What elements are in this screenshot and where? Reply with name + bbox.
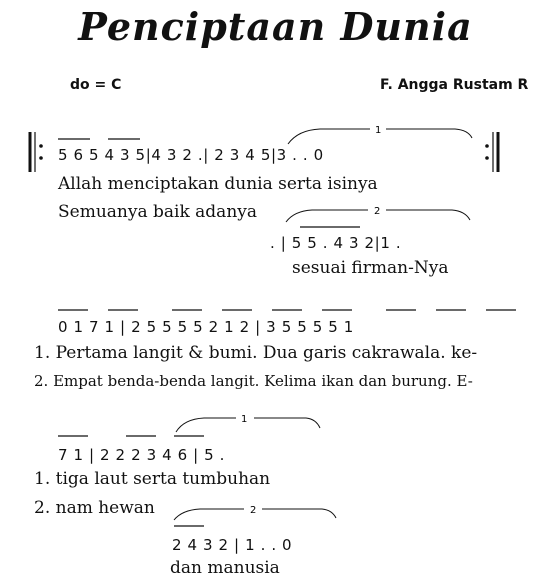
verse-2-line-1: 2. Empat benda-benda langit. Kelima ikan dan burung. E- (34, 372, 473, 390)
lyric-line-2: Semuanya baik adanya (58, 202, 258, 222)
volta-2-label-system-3: 2 (250, 505, 257, 516)
repeat-end-barline (485, 132, 498, 172)
lyric-line-final: dan manusia (170, 558, 280, 578)
notes-line-final: 2 4 3 2 | 1 . . 0 (172, 536, 293, 554)
notes-line-3: 7 1 | 2 2 2 3 4 6 | 5 . (58, 446, 226, 464)
composer: F. Angga Rustam R (380, 77, 529, 93)
volta-1-label-system-3: 1 (241, 414, 248, 425)
notes-line-2: 0 1 7 1 | 2 5 5 5 5 2 1 2 | 3 5 5 5 5 1 (58, 318, 354, 336)
notes-line-ending: . | 5 5 . 4 3 2|1 . (270, 234, 402, 252)
notes-line-1: 5 6 5 4 3 5|4 3 2 .| 2 3 4 5|3 . . 0 (58, 146, 324, 164)
volta-2-label: 2 (374, 206, 381, 217)
verse-1-line-1: 1. Pertama langit & bumi. Dua garis cakrawala. ke- (34, 343, 478, 363)
verse-1-line-2: 1. tiga laut serta tumbuhan (34, 469, 271, 489)
repeat-start-barline (30, 132, 43, 172)
song-title: Penciptaan Dunia (78, 4, 473, 49)
lyric-line-ending: sesuai firman-Nya (292, 258, 449, 278)
volta-1-label: 1 (375, 125, 382, 136)
verse-2-line-2: 2. nam hewan (34, 498, 155, 518)
volta-1-bracket-system-3 (176, 418, 320, 432)
key-signature: do = C (70, 77, 122, 93)
lyric-line-1: Allah menciptakan dunia serta isinya (58, 174, 378, 194)
